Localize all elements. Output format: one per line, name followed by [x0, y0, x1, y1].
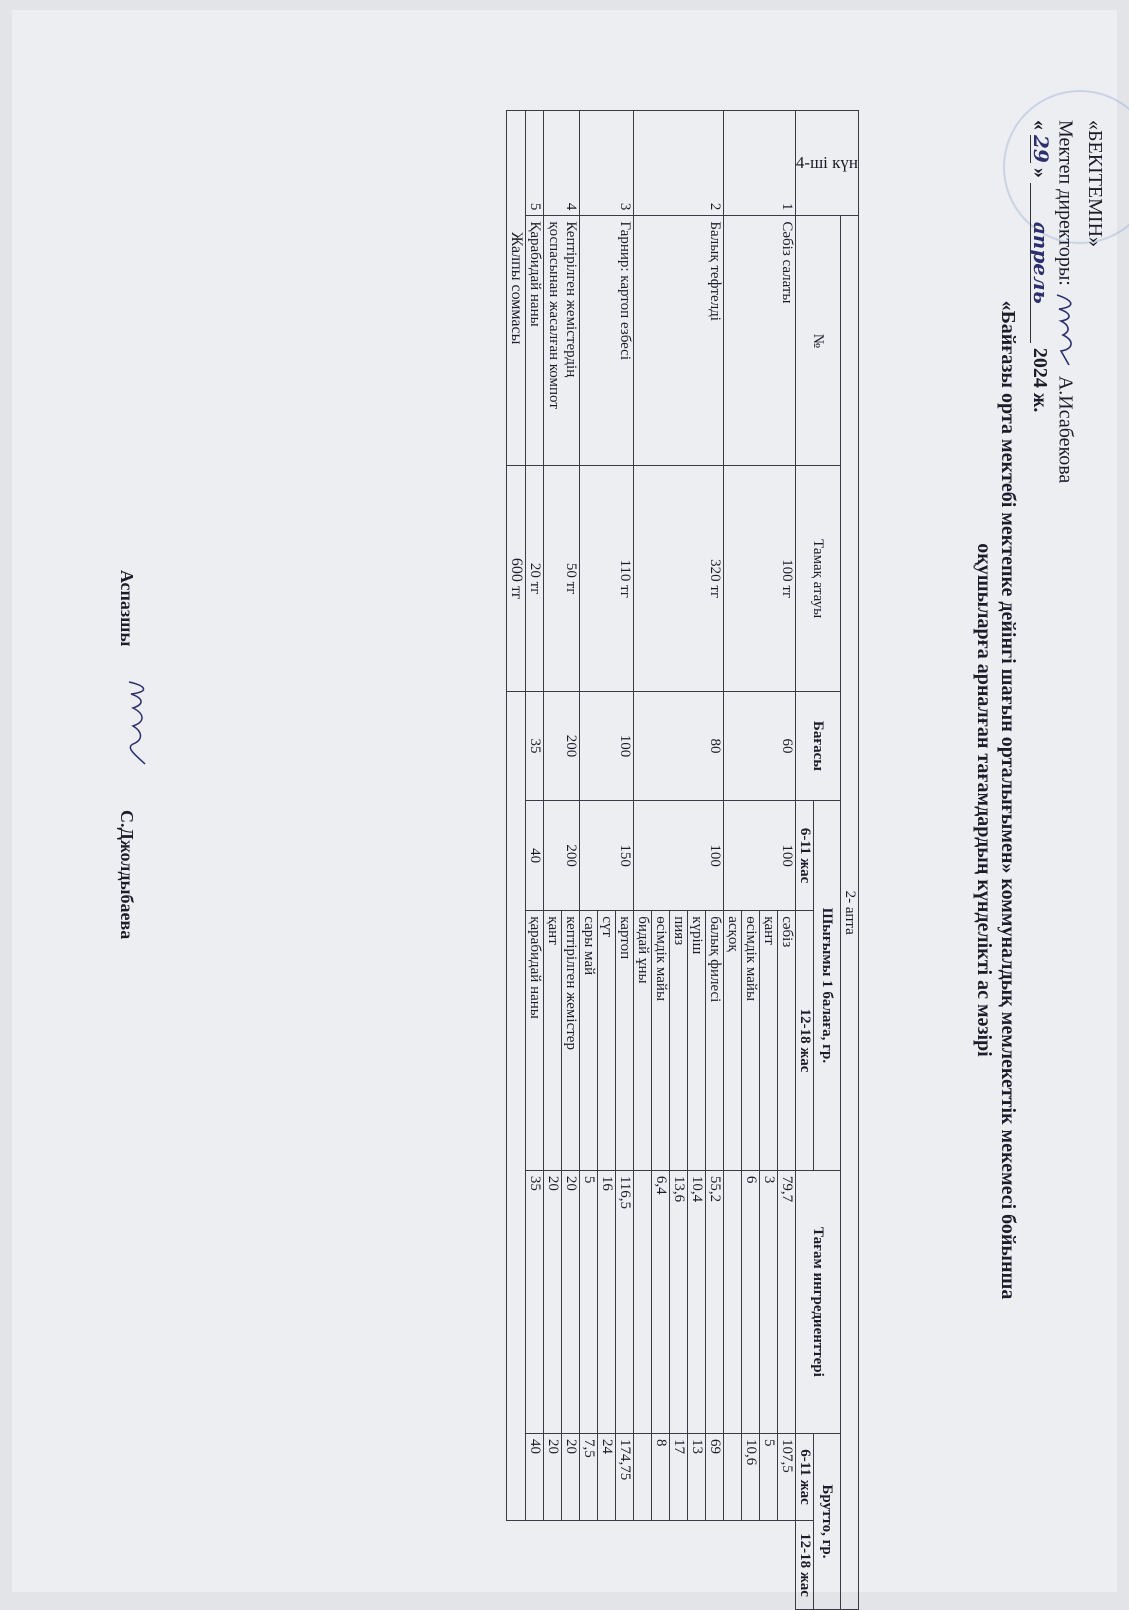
ingredient-name: қант: [543, 911, 561, 1171]
ingredient-name: балық филесі: [705, 911, 723, 1171]
cook-signature: [119, 678, 155, 768]
dish-number: 1: [723, 111, 795, 216]
brutto-12-18: 24: [597, 1434, 615, 1521]
table-row: [561, 111, 579, 1610]
date-day: 29: [1029, 135, 1053, 163]
dish-price: 50 тг: [543, 466, 579, 692]
col-portion: Шығымы 1 балаға, гр.: [813, 800, 840, 1170]
col-brutto: Брутто, гр.: [813, 1434, 840, 1610]
ingredient-name: сүт: [597, 911, 615, 1171]
col-name: Тамақ атауы: [795, 466, 840, 692]
date-year: 2024 ж.: [1029, 347, 1051, 413]
brutto-6-11: 16: [597, 1170, 615, 1433]
portion-6-11: 100: [579, 691, 633, 800]
rotated-menu-sheet: [12, 10, 1117, 1597]
dish-number: 5: [525, 111, 543, 216]
cook-name: С.Джолдыбаева: [117, 810, 137, 940]
dish-price: 100 тг: [723, 466, 795, 692]
portion-12-18: 100: [633, 800, 723, 910]
approve-label: «БЕКІТЕМІН»: [1084, 120, 1106, 248]
dish-name-text: Балық тефтелді: [706, 221, 723, 321]
dish-number: 3: [579, 111, 633, 216]
brutto-6-11: 79,7: [777, 1170, 795, 1433]
portion-12-18: 100: [723, 800, 795, 910]
ingredient-name: пияз: [669, 911, 687, 1171]
portion-12-18: 40: [525, 800, 543, 910]
ingredient-name: өсімдік майы: [741, 911, 759, 1171]
total-empty: [506, 691, 525, 1520]
col-brutto-a: 6-11 жас: [795, 1434, 813, 1521]
cook-label: Аспазшы: [117, 570, 137, 647]
brutto-6-11: 6,4: [651, 1170, 669, 1433]
portion-6-11: 60: [723, 691, 795, 800]
dish-name: [579, 216, 633, 466]
menu-table: [506, 110, 859, 1610]
col-num: №: [795, 216, 840, 466]
dish-name: [723, 216, 795, 466]
total-label: Жалпы соммасы: [506, 111, 525, 466]
portion-12-18: 200: [543, 800, 579, 910]
col-ingredients: Тағам ингредиенттері: [795, 1170, 840, 1433]
col-price: Бағасы: [795, 691, 840, 800]
brutto-12-18: 174,75: [615, 1434, 633, 1521]
dish-rows: [525, 111, 795, 1610]
dish-name: [633, 216, 723, 466]
director-name: А.Исабекова: [1054, 375, 1077, 484]
ingredient-name: сары май: [579, 911, 597, 1171]
brutto-12-18: 5: [759, 1434, 777, 1521]
brutto-12-18: 8: [651, 1434, 669, 1521]
ingredient-name: күріш: [687, 911, 705, 1171]
table-row: [525, 111, 543, 1610]
col-brutto-b: 12-18 жас: [795, 1521, 813, 1610]
brutto-6-11: 13,6: [669, 1170, 687, 1433]
brutto-12-18: 20: [561, 1434, 579, 1521]
dish-name-text: Қарабидай наны: [526, 221, 543, 327]
date-quote-open: «: [1029, 120, 1051, 130]
dish-price: 320 тг: [633, 466, 723, 692]
brutto-6-11: 55,2: [705, 1170, 723, 1433]
brutto-6-11: 20: [561, 1170, 579, 1433]
ingredient-name: бидай ұны: [633, 911, 651, 1171]
brutto-6-11: 10,4: [687, 1170, 705, 1433]
table-row: [615, 111, 633, 1610]
director-signature: [1049, 291, 1079, 371]
ingredient-name: сәбіз: [777, 911, 795, 1171]
dish-number: 4: [543, 111, 579, 216]
col-portion-a: 6-11 жас: [795, 800, 813, 910]
brutto-12-18: 107,5: [777, 1434, 795, 1521]
title-line-2: оқушыларға арналған тағамдардың күнделікті ас мәзірі: [973, 543, 995, 1057]
document-page: [12, 10, 1117, 1597]
date-month: апрель: [1030, 183, 1051, 343]
day-cell: [795, 111, 858, 216]
table-row: [705, 111, 723, 1610]
portion-12-18: 150: [579, 800, 633, 910]
portion-6-11: 200: [543, 691, 579, 800]
dish-number: 2: [633, 111, 723, 216]
brutto-12-18: 13: [687, 1434, 705, 1521]
table-row: [777, 111, 795, 1610]
week-label: 2- апта: [841, 216, 859, 1610]
brutto-6-11: [633, 1170, 651, 1433]
brutto-6-11: [723, 1170, 741, 1433]
day-label: 4-ші күн: [795, 153, 858, 173]
dish-price: 110 тг: [579, 466, 633, 692]
ingredient-name: асқоқ: [723, 911, 741, 1171]
approval-date: [1030, 120, 1051, 412]
brutto-12-18: 40: [525, 1434, 543, 1521]
brutto-6-11: 20: [543, 1170, 561, 1433]
total-row: [506, 111, 525, 1610]
portion-6-11: 80: [633, 691, 723, 800]
ingredient-name: кептірілген жемістер: [561, 911, 579, 1171]
col-portion-b: 12-18 жас: [795, 911, 813, 1171]
brutto-12-18: 17: [669, 1434, 687, 1521]
header-row: [813, 111, 840, 1610]
title-line-1: «Байғазы орта мектебі мектепке дейінгі шағын орталығымен» коммуналдық мемлекеттік мекемесі бойынша: [997, 300, 1019, 1300]
week-row: [841, 111, 859, 1610]
brutto-6-11: 5: [579, 1170, 597, 1433]
brutto-6-11: 6: [741, 1170, 759, 1433]
brutto-12-18: 7,5: [579, 1434, 597, 1521]
total-value: 600 тг: [506, 466, 525, 692]
ingredient-name: өсімдік майы: [651, 911, 669, 1171]
director-label: Мектеп директоры:: [1054, 120, 1077, 286]
date-quote-close: »: [1029, 167, 1051, 178]
dish-name: [543, 216, 579, 466]
brutto-12-18: 10,6: [741, 1434, 759, 1521]
brutto-12-18: 69: [705, 1434, 723, 1521]
dish-name-text: Кептірілген жемістердің: [562, 221, 579, 378]
ingredient-name: қант: [759, 911, 777, 1171]
dish-name-text: Сәбіз салаты: [778, 221, 795, 304]
portion-6-11: 35: [525, 691, 543, 800]
dish-name: [525, 216, 543, 466]
brutto-6-11: 116,5: [615, 1170, 633, 1433]
dish-name-text-2: қоспасынан жасалған компот: [545, 221, 562, 409]
ingredient-name: картоп: [615, 911, 633, 1171]
brutto-12-18: 20: [543, 1434, 561, 1521]
brutto-12-18: [633, 1434, 651, 1521]
brutto-12-18: [723, 1434, 741, 1521]
director-line: [1049, 120, 1079, 483]
brutto-6-11: 3: [759, 1170, 777, 1433]
ingredient-name: қарабидай наны: [525, 911, 543, 1171]
brutto-6-11: 35: [525, 1170, 543, 1433]
dish-name-text: Гарнир: картоп езбесі: [616, 221, 633, 360]
dish-price: 20 тг: [525, 466, 543, 692]
